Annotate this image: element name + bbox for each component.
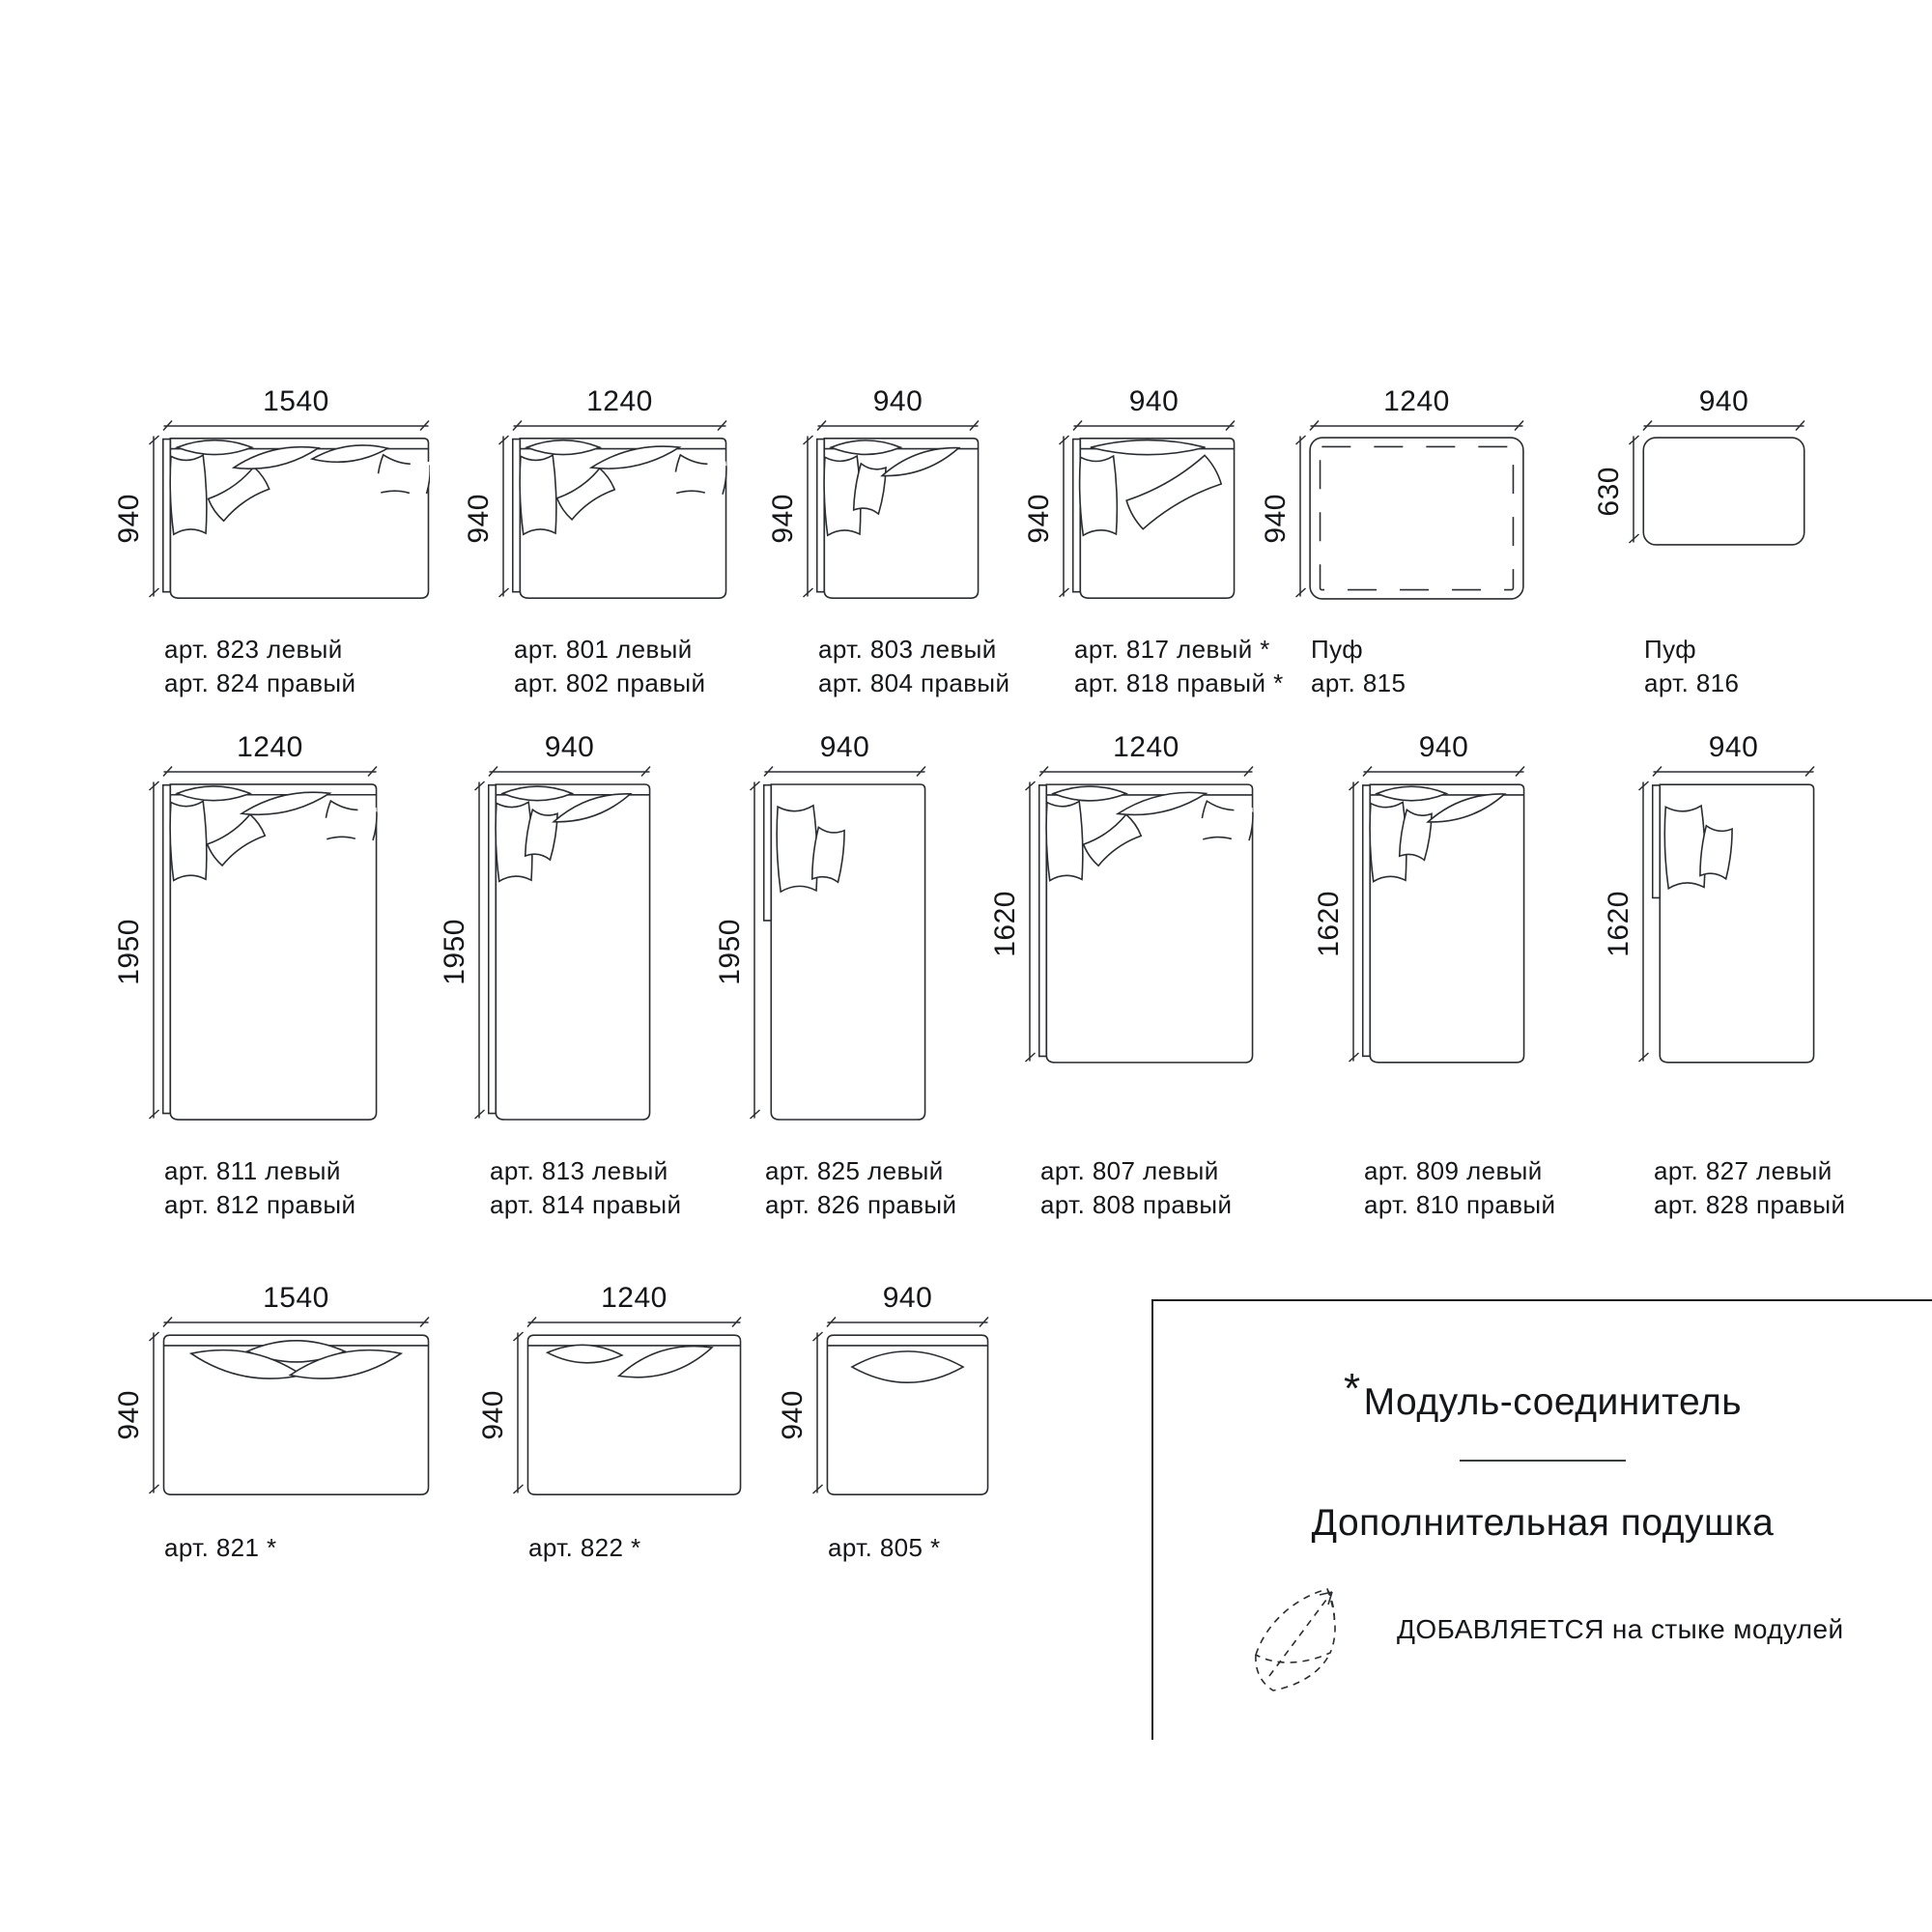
asterisk-mark: *: [1343, 1365, 1361, 1412]
module-drawing: [1642, 437, 1805, 546]
module-card-816: [1593, 385, 1805, 697]
height-dimension: [108, 782, 160, 1122]
module-label: [528, 1531, 641, 1565]
module-label: [1311, 633, 1406, 700]
module-label-line-1: арт. 822 *: [528, 1533, 641, 1562]
module-label: [818, 633, 1009, 700]
module-label-line-1: арт. 801 левый: [514, 635, 693, 664]
module-drawing: [162, 782, 378, 1122]
module-label: [514, 633, 705, 700]
width-dim-line: [1652, 763, 1815, 782]
module-label: [1040, 1154, 1232, 1222]
width-dimension: [816, 385, 980, 437]
height-dim-line: [1636, 781, 1650, 1067]
height-dimension: [1018, 437, 1070, 600]
module-label-line-2: арт. 816: [1644, 668, 1740, 697]
height-value: 940: [767, 493, 799, 544]
module-card-823: [113, 385, 430, 697]
width-dimension: [162, 1282, 430, 1333]
height-dim-line: [810, 1331, 824, 1499]
connector-module-title: [1153, 1365, 1932, 1425]
width-dim-line: [162, 417, 430, 437]
height-dimension: [984, 782, 1037, 1065]
height-dim-line: [1023, 781, 1037, 1067]
module-label: [1654, 1154, 1845, 1222]
height-value: 940: [1260, 493, 1292, 544]
module-label-line-2: арт. 802 правый: [514, 668, 706, 697]
module-label-line-1: арт. 803 левый: [818, 635, 997, 664]
module-card-815: [1260, 385, 1524, 697]
width-value: 1540: [263, 1282, 329, 1314]
module-label-line-1: арт. 807 левый: [1040, 1156, 1219, 1185]
connector-module-title-text: Модуль-соединитель: [1363, 1381, 1743, 1423]
height-dim-line: [511, 1331, 525, 1499]
height-value: 1950: [439, 919, 470, 985]
height-dimension: [1598, 782, 1650, 1065]
height-value: 940: [113, 493, 145, 544]
module-label-line-1: арт. 821 *: [164, 1533, 277, 1562]
width-value: 940: [544, 731, 595, 763]
width-dimension: [162, 731, 378, 782]
module-label: [164, 633, 355, 700]
height-dim-line: [497, 435, 510, 603]
module-drawing: [512, 437, 727, 600]
height-dimension: [458, 437, 510, 600]
height-dim-line: [1627, 435, 1640, 549]
width-value: 940: [819, 731, 870, 763]
module-drawing: [162, 437, 430, 600]
module-drawing: [763, 782, 926, 1122]
module-drawing: [1362, 782, 1525, 1065]
module-label: [490, 1154, 681, 1222]
height-value: 1620: [1603, 890, 1634, 957]
legend-divider: [1460, 1460, 1626, 1462]
height-dimension: [772, 1333, 824, 1496]
width-dim-line: [826, 1314, 989, 1333]
width-value: 940: [1418, 731, 1469, 763]
width-value: 1240: [237, 731, 303, 763]
height-dim-line: [147, 781, 160, 1124]
width-dim-line: [512, 417, 727, 437]
module-label: [1364, 1154, 1555, 1222]
height-dim-line: [1347, 781, 1360, 1067]
extra-pillow-note: ДОБАВЛЯЕТСЯ на стыке модулей: [1397, 1613, 1844, 1644]
width-value: 940: [1698, 385, 1749, 417]
height-dim-line: [472, 781, 486, 1124]
module-label-line-1: арт. 813 левый: [490, 1156, 668, 1185]
module-label-line-2: арт. 808 правый: [1040, 1190, 1233, 1219]
width-dimension: [763, 731, 926, 782]
module-label-line-2: арт. 824 правый: [164, 668, 356, 697]
module-drawing: [1072, 437, 1236, 600]
width-value: 1240: [1113, 731, 1179, 763]
module-card-827: [1603, 731, 1846, 1219]
width-dim-line: [1362, 763, 1525, 782]
height-dimension: [1588, 437, 1640, 546]
module-card-803: [767, 385, 1010, 697]
extra-pillow-row: [1238, 1562, 1932, 1702]
height-dim-line: [147, 1331, 160, 1499]
module-card-801: [463, 385, 727, 697]
height-value: 940: [477, 1389, 509, 1440]
legend-box: [1151, 1299, 1932, 1740]
module-label-line-1: Пуф: [1311, 635, 1363, 664]
module-label-line-1: арт. 817 левый *: [1074, 635, 1270, 664]
width-dimension: [1038, 731, 1254, 782]
module-label-line-1: арт. 805 *: [828, 1533, 941, 1562]
module-label-line-2: арт. 804 правый: [818, 668, 1010, 697]
height-value: 1620: [989, 890, 1021, 957]
width-dim-line: [1309, 417, 1524, 437]
height-dimension: [434, 782, 486, 1122]
width-dimension: [512, 385, 727, 437]
module-label-line-2: арт. 812 правый: [164, 1190, 356, 1219]
width-dim-line: [1642, 417, 1805, 437]
module-label-line-1: арт. 823 левый: [164, 635, 343, 664]
module-card-817: [1023, 385, 1284, 697]
module-drawing: [816, 437, 980, 600]
module-drawing: [488, 782, 651, 1122]
height-dim-line: [1293, 435, 1307, 603]
height-dimension: [472, 1333, 525, 1496]
module-label-line-2: арт. 826 правый: [765, 1190, 957, 1219]
module-card-811: [113, 731, 378, 1219]
height-value: 1620: [1313, 890, 1345, 957]
width-dim-line: [526, 1314, 742, 1333]
width-value: 1540: [263, 385, 329, 417]
width-dimension: [162, 385, 430, 437]
width-dim-line: [488, 763, 651, 782]
width-dimension: [1309, 385, 1524, 437]
width-dim-line: [816, 417, 980, 437]
module-card-822: [477, 1282, 742, 1562]
module-label: [765, 1154, 956, 1222]
height-dim-line: [147, 435, 160, 603]
module-label-line-1: арт. 809 левый: [1364, 1156, 1543, 1185]
dashed-pillow-icon: [1238, 1562, 1383, 1702]
extra-pillow-title: Дополнительная подушка: [1311, 1502, 1775, 1544]
height-dim-line: [1057, 435, 1070, 603]
height-dimension: [709, 782, 761, 1122]
module-label-line-1: арт. 811 левый: [164, 1156, 341, 1185]
width-dimension: [1362, 731, 1525, 782]
width-dimension: [1072, 385, 1236, 437]
width-value: 1240: [586, 385, 653, 417]
height-dim-line: [748, 781, 761, 1124]
width-dimension: [1642, 385, 1805, 437]
height-dimension: [108, 437, 160, 600]
module-card-807: [989, 731, 1254, 1219]
height-value: 1950: [113, 919, 145, 985]
width-dimension: [826, 1282, 989, 1333]
module-label-line-1: арт. 825 левый: [765, 1156, 944, 1185]
module-label: [164, 1531, 277, 1565]
width-dim-line: [1038, 763, 1254, 782]
width-dim-line: [763, 763, 926, 782]
module-label-line-2: арт. 828 правый: [1654, 1190, 1846, 1219]
module-drawing: [526, 1333, 742, 1496]
module-card-805: [777, 1282, 989, 1562]
height-dimension: [1255, 437, 1307, 600]
module-label-line-2: арт. 810 правый: [1364, 1190, 1556, 1219]
module-label-line-1: Пуф: [1644, 635, 1696, 664]
module-label-line-1: арт. 827 левый: [1654, 1156, 1833, 1185]
width-dim-line: [1072, 417, 1236, 437]
module-label-line-2: арт. 814 правый: [490, 1190, 682, 1219]
module-drawing: [162, 1333, 430, 1496]
module-label: [1644, 633, 1739, 700]
module-label-line-2: арт. 818 правый *: [1074, 668, 1284, 697]
module-label-line-2: арт. 815: [1311, 668, 1406, 697]
module-card-821: [113, 1282, 430, 1562]
width-value: 940: [872, 385, 923, 417]
width-dimension: [1652, 731, 1815, 782]
module-card-825: [714, 731, 957, 1219]
height-value: 940: [463, 493, 495, 544]
module-label: [828, 1531, 941, 1565]
module-card-813: [439, 731, 682, 1219]
module-drawing: [1652, 782, 1815, 1065]
module-card-809: [1313, 731, 1556, 1219]
width-dimension: [526, 1282, 742, 1333]
height-dimension: [762, 437, 814, 600]
height-dim-line: [801, 435, 814, 603]
width-dim-line: [162, 1314, 430, 1333]
width-value: 1240: [1383, 385, 1450, 417]
module-drawing: [1309, 437, 1524, 600]
height-value: 940: [1023, 493, 1055, 544]
module-label: [1074, 633, 1284, 700]
height-value: 940: [777, 1389, 809, 1440]
height-dimension: [108, 1333, 160, 1496]
height-dimension: [1308, 782, 1360, 1065]
width-dim-line: [162, 763, 378, 782]
width-value: 940: [882, 1282, 933, 1314]
height-value: 940: [113, 1389, 145, 1440]
width-value: 1240: [601, 1282, 668, 1314]
module-drawing: [826, 1333, 989, 1496]
module-drawing: [1038, 782, 1254, 1065]
module-label: [164, 1154, 355, 1222]
height-value: 630: [1593, 466, 1625, 517]
height-value: 1950: [714, 919, 746, 985]
width-dimension: [488, 731, 651, 782]
width-value: 940: [1708, 731, 1759, 763]
width-value: 940: [1128, 385, 1179, 417]
